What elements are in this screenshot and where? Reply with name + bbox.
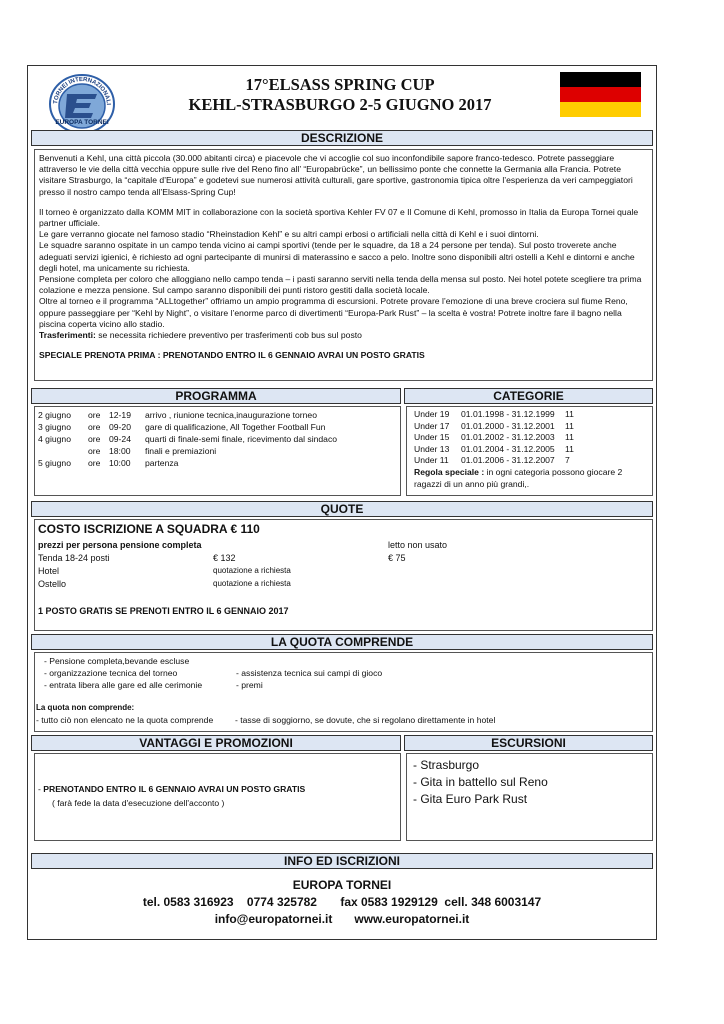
logo-inner-text: EUROPA TORNEI xyxy=(55,119,109,126)
programma-date: 4 giugno xyxy=(38,434,71,444)
programma-time: 09-20 xyxy=(109,422,131,432)
categoria-players: 11 xyxy=(565,432,574,442)
vantaggi-note: ( farà fede la data d'esecuzione dell'acconto ) xyxy=(52,798,225,808)
programma-time: 12-19 xyxy=(109,410,131,420)
europa-tornei-logo xyxy=(47,72,117,134)
programma-ore: ore xyxy=(88,446,101,456)
vantaggi-main: PRENOTANDO ENTRO IL 6 GENNAIO AVRAI UN POSTO GRATIS xyxy=(43,784,306,794)
categoria-range: 01.01.2004 - 31.12.2005 xyxy=(461,443,555,454)
programma-date: 3 giugno xyxy=(38,422,71,432)
description-paragraph: Il torneo è organizzato dalla KOMM MIT in collaborazione con la società sportiva Kehler FV 07 e Il Comune di Kehl, promosso in Italia da Europa Tornei quale partner ufficiale. xyxy=(39,206,639,229)
comprende-item: - premi xyxy=(236,680,263,690)
section-vantaggi: VANTAGGI E PROMOZIONI xyxy=(31,735,401,751)
categoria-name: Under 11 xyxy=(414,455,449,465)
section-comprende: LA QUOTA COMPRENDE xyxy=(31,634,653,650)
quote-header: prezzi per persona pensione completa xyxy=(38,540,202,550)
comprende-item: - Pensione completa,bevande escluse xyxy=(44,656,190,666)
germany-flag-icon xyxy=(560,72,641,117)
transfer-label: Trasferimenti: xyxy=(39,330,96,341)
categoria-name: Under 17 xyxy=(414,420,450,431)
section-info: INFO ED ISCRIZIONI xyxy=(31,853,653,869)
programma-event: quarti di finale-semi finale, ricevimento dal sindaco xyxy=(145,434,338,444)
section-quote: QUOTE xyxy=(31,501,653,517)
quote-gratis: 1 POSTO GRATIS SE PRENOTI ENTRO IL 6 GENNAIO 2017 xyxy=(38,606,289,616)
description-paragraph: Pensione completa per coloro che alloggiano nello campo tenda – i pasti saranno serviti nella tenda della mensa sul posto. Nei hotel potete scegliere tra prima colazione e mezza pensione. Sul campo saranno disponibili dei punti ristoro gestiti dalla società locale. xyxy=(39,274,642,296)
categoria-name: Under 13 xyxy=(414,443,450,454)
section-descrizione: DESCRIZIONE xyxy=(31,130,653,146)
categoria-range: 01.01.2002 - 31.12.2003 xyxy=(461,432,555,442)
escursione-item: - Gita in battello sul Reno xyxy=(413,775,548,789)
categoria-range: 01.01.2000 - 31.12.2001 xyxy=(461,420,555,431)
comprende-item: - organizzazione tecnica del torneo xyxy=(44,668,178,678)
vantaggi-box xyxy=(34,753,401,841)
non-comprende-right: - tasse di soggiorno, se dovute, che si regolano direttamente in hotel xyxy=(235,715,496,725)
categoria-players: 11 xyxy=(565,443,574,454)
comprende-item: - entrata libera alle gare ed alle cerimonie xyxy=(44,680,203,690)
quote-price: quotazione a richiesta xyxy=(213,579,291,588)
categoria-players: 11 xyxy=(565,420,574,431)
description-paragraph: Le squadre saranno ospitate in un campo tenda vicino ai campi sportivi (tende per le squadre, da 18 a 24 persone per tenda). Sul posto troverete anche adeguati servizi igienici, è richiesto ad ogni partecipante di munirsi di materassino e sacco a pelo. Inoltre sono disponibili altri ostelli a Kehl e dintorni e anche degli hotel, ma unicamente su richiesta. xyxy=(39,240,635,273)
programma-ore: ore xyxy=(88,410,101,420)
description-box xyxy=(34,149,653,381)
non-comprende-left: - tutto ciò non elencato ne la quota comprende xyxy=(36,715,214,725)
quote-price: quotazione a richiesta xyxy=(213,566,291,575)
programma-event: finali e premiazioni xyxy=(145,446,217,456)
categoria-players: 7 xyxy=(565,455,570,465)
categoria-range: 01.01.1998 - 31.12.1999 xyxy=(461,409,555,419)
quote-price-letto: € 75 xyxy=(388,553,406,563)
programma-time: 09-24 xyxy=(109,434,131,444)
rule-text: in ogni categoria possono giocare 2 ragazzi di un anno più grandi,. xyxy=(414,467,623,489)
website-link[interactable]: www.europatornei.it xyxy=(354,912,470,926)
info-contacts xyxy=(31,912,653,926)
rule-label: Regola speciale : xyxy=(414,467,485,477)
logo-ring-text: TORNEI INTERNAZIONALI xyxy=(53,76,111,106)
quote-label: Hotel xyxy=(38,566,60,576)
programma-event: gare di qualificazione, All Together Football Fun xyxy=(145,422,326,432)
description-paragraph: Le gare verranno giocate nel famoso stadio “Rheinstadion Kehl” e su altri campi erbosi o artificiali nella città di Kehl e i suoi dintorni. xyxy=(39,229,539,240)
programma-time: 10:00 xyxy=(109,458,131,468)
description-paragraph: Oltre al torneo e il programma “ALLtogether” offriamo un ampio programma di escursioni. Potrete provare l’emozione di una breve crociera sul fiume Reno, oppure passeggiare per “Kehl by Night”, o visitare l’enorme parco di divertimenti “Europa-Park Rust” – la scelta è vostra! Potrete inoltre fare il bagno nella piscina coperta vicino allo stadio. xyxy=(39,296,628,329)
categoria-range: 01.01.2006 - 31.12.2007 xyxy=(461,455,555,465)
programma-ore: ore xyxy=(88,422,101,432)
escursione-item: - Gita Euro Park Rust xyxy=(413,792,528,806)
programma-event: partenza xyxy=(145,458,179,468)
categorie-rule xyxy=(414,466,646,490)
transfer-text: se necessita richiedere preventivo per trasferimenti cob bus sul posto xyxy=(95,330,362,341)
escursione-item: - Strasburgo xyxy=(413,758,480,772)
programma-ore: ore xyxy=(88,458,101,468)
quote-label: Ostello xyxy=(38,579,67,589)
programma-date: 5 giugno xyxy=(38,458,71,468)
quote-header-letto: letto non usato xyxy=(388,540,448,550)
vantaggi-offer: - PRENOTANDO ENTRO IL 6 GENNAIO AVRAI UN POSTO GRATIS xyxy=(38,784,306,794)
categoria-name: Under 15 xyxy=(414,432,450,442)
programma-time: 18:00 xyxy=(109,446,131,456)
categoria-players: 11 xyxy=(565,409,574,419)
programma-date: 2 giugno xyxy=(38,410,71,420)
section-escursioni: ESCURSIONI xyxy=(404,735,653,751)
description-paragraph: Benvenuti a Kehl, una città piccola (30.000 abitanti circa) e piacevole che vi accoglie col suo inconfondibile sapore franco-tedesco. Potrete passeggiare attraverso le vie della città vecchia oppure sulle rive del Reno fino all’ “Europabrücke”, un bellissimo ponte che connette la Germania alla Francia. Potrete visitare Strasburgo, la “capitale d’Europa” e godetevi sue numerosi attività culturali, gare sportive, gastronomia tipica oltre l’esperienza da veri campeggiatori presso il nostro campo tenda all’Elsass-Spring Cup! xyxy=(39,153,633,197)
programma-ore: ore xyxy=(88,434,101,444)
costo-iscrizione: COSTO ISCRIZIONE A SQUADRA € 110 xyxy=(38,522,260,536)
quote-price: € 132 xyxy=(213,553,236,563)
email-link[interactable]: info@europatornei.it xyxy=(214,912,333,926)
event-title: 17°ELSASS SPRING CUP xyxy=(245,75,435,94)
non-comprende-label: La quota non comprende: xyxy=(36,703,135,712)
special-offer: SPECIALE PRENOTA PRIMA : PRENOTANDO ENTRO IL 6 GENNAIO AVRAI UN POSTO GRATIS xyxy=(39,350,425,361)
info-name: EUROPA TORNEI xyxy=(292,878,392,892)
section-programma: PROGRAMMA xyxy=(31,388,401,404)
quote-label: Tenda 18-24 posti xyxy=(38,553,110,563)
section-categorie: CATEGORIE xyxy=(404,388,653,404)
categoria-name: Under 19 xyxy=(414,409,450,419)
comprende-item: - assistenza tecnica sui campi di gioco xyxy=(236,668,383,678)
programma-event: arrivo , riunione tecnica,inaugurazione torneo xyxy=(145,410,317,420)
event-subtitle: KEHL-STRASBURGO 2-5 GIUGNO 2017 xyxy=(188,95,492,114)
info-phones: tel. 0583 316923 0774 325782 fax 0583 1929129 cell. 348 6003147 xyxy=(142,895,542,909)
